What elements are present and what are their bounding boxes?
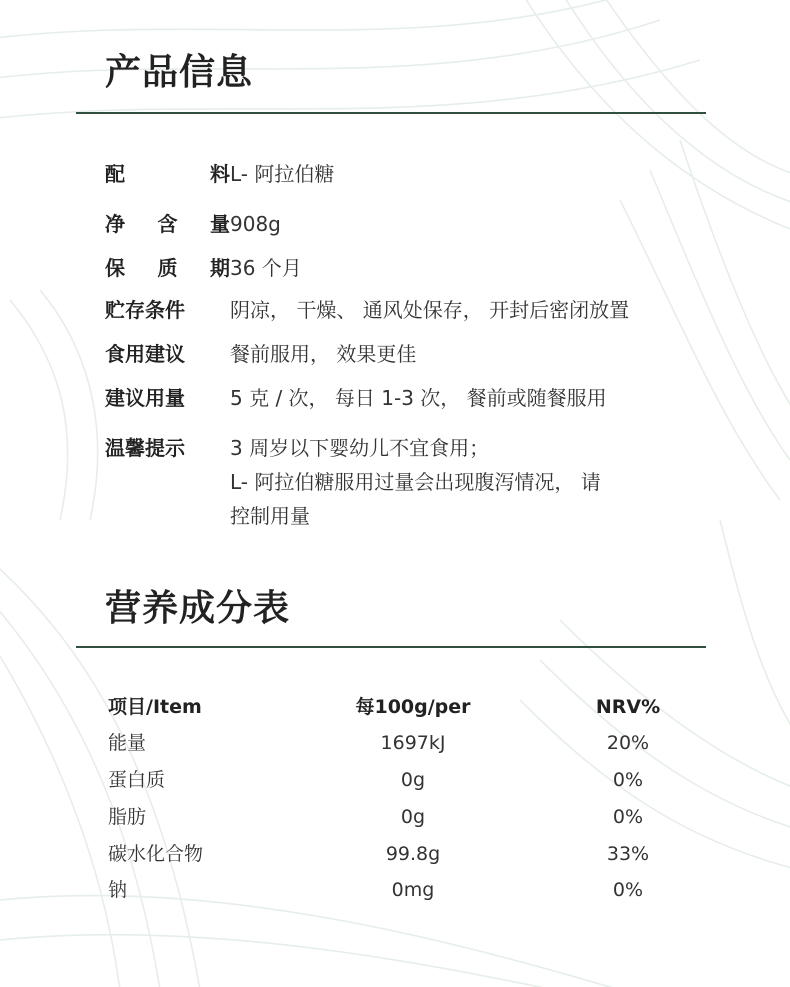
row-item: 脂肪 [108,806,147,828]
row-nrv: 0% [612,879,644,901]
info-label: 净 含 量 [105,212,230,236]
info-row-shelf-life [105,251,745,285]
warning-line: L- 阿拉伯糖服用过量会出现腹泻情况， 请 [230,470,601,494]
info-value: 908g [230,212,281,236]
info-label: 保 质 期 [105,256,230,280]
warning-line: 控制用量 [230,504,310,528]
row-nrv: 0% [612,806,644,828]
row-item: 蛋白质 [108,769,166,791]
row-per-100g: 1697kJ [380,732,446,754]
info-label: 食用建议 [105,342,185,366]
info-value: 36 个月 [230,256,302,280]
table-row [108,726,708,760]
info-value: 餐前服用， 效果更佳 [230,342,417,366]
row-item: 能量 [108,732,147,754]
table-row [108,837,708,871]
info-row-dosage [105,381,745,415]
warning-line: 3 周岁以下婴幼儿不宜食用； [230,436,490,460]
info-row-usage-advice [105,337,745,371]
table-row [108,763,708,797]
row-nrv: 20% [606,732,650,754]
row-nrv: 33% [606,843,650,865]
row-per-100g: 0g [400,769,426,791]
row-item: 钠 [108,879,128,901]
info-label: 贮存条件 [105,298,185,322]
info-label: 温馨提示 [105,436,185,460]
nutrition-table-header [108,690,708,724]
info-value: 阴凉， 干燥、 通风处保存， 开封后密闭放置 [230,298,630,322]
info-row-net-content [105,207,745,241]
product-info-divider [76,112,706,114]
info-value [230,431,745,533]
info-row-ingredients [105,157,745,191]
table-row [108,800,708,834]
info-value: 5 克 / 次， 每日 1-3 次， 餐前或随餐服用 [230,386,607,410]
info-label: 建议用量 [105,386,185,410]
info-row-warning [105,431,745,533]
info-value: L- 阿拉伯糖 [230,162,335,186]
row-per-100g: 99.8g [385,843,441,865]
header-nrv: NRV% [595,696,661,718]
nutrition-divider [76,646,706,648]
header-per-100g: 每100g/per [355,696,471,718]
row-item: 碳水化合物 [108,843,204,865]
info-label: 配 料 [105,162,230,186]
header-item: 项目/Item [108,696,202,718]
info-row-storage [105,293,745,327]
row-per-100g: 0mg [391,879,435,901]
product-info-title: 产品信息 [105,52,254,93]
row-per-100g: 0g [400,806,426,828]
nutrition-title: 营养成分表 [105,588,291,629]
row-nrv: 0% [612,769,644,791]
table-row [108,873,708,907]
